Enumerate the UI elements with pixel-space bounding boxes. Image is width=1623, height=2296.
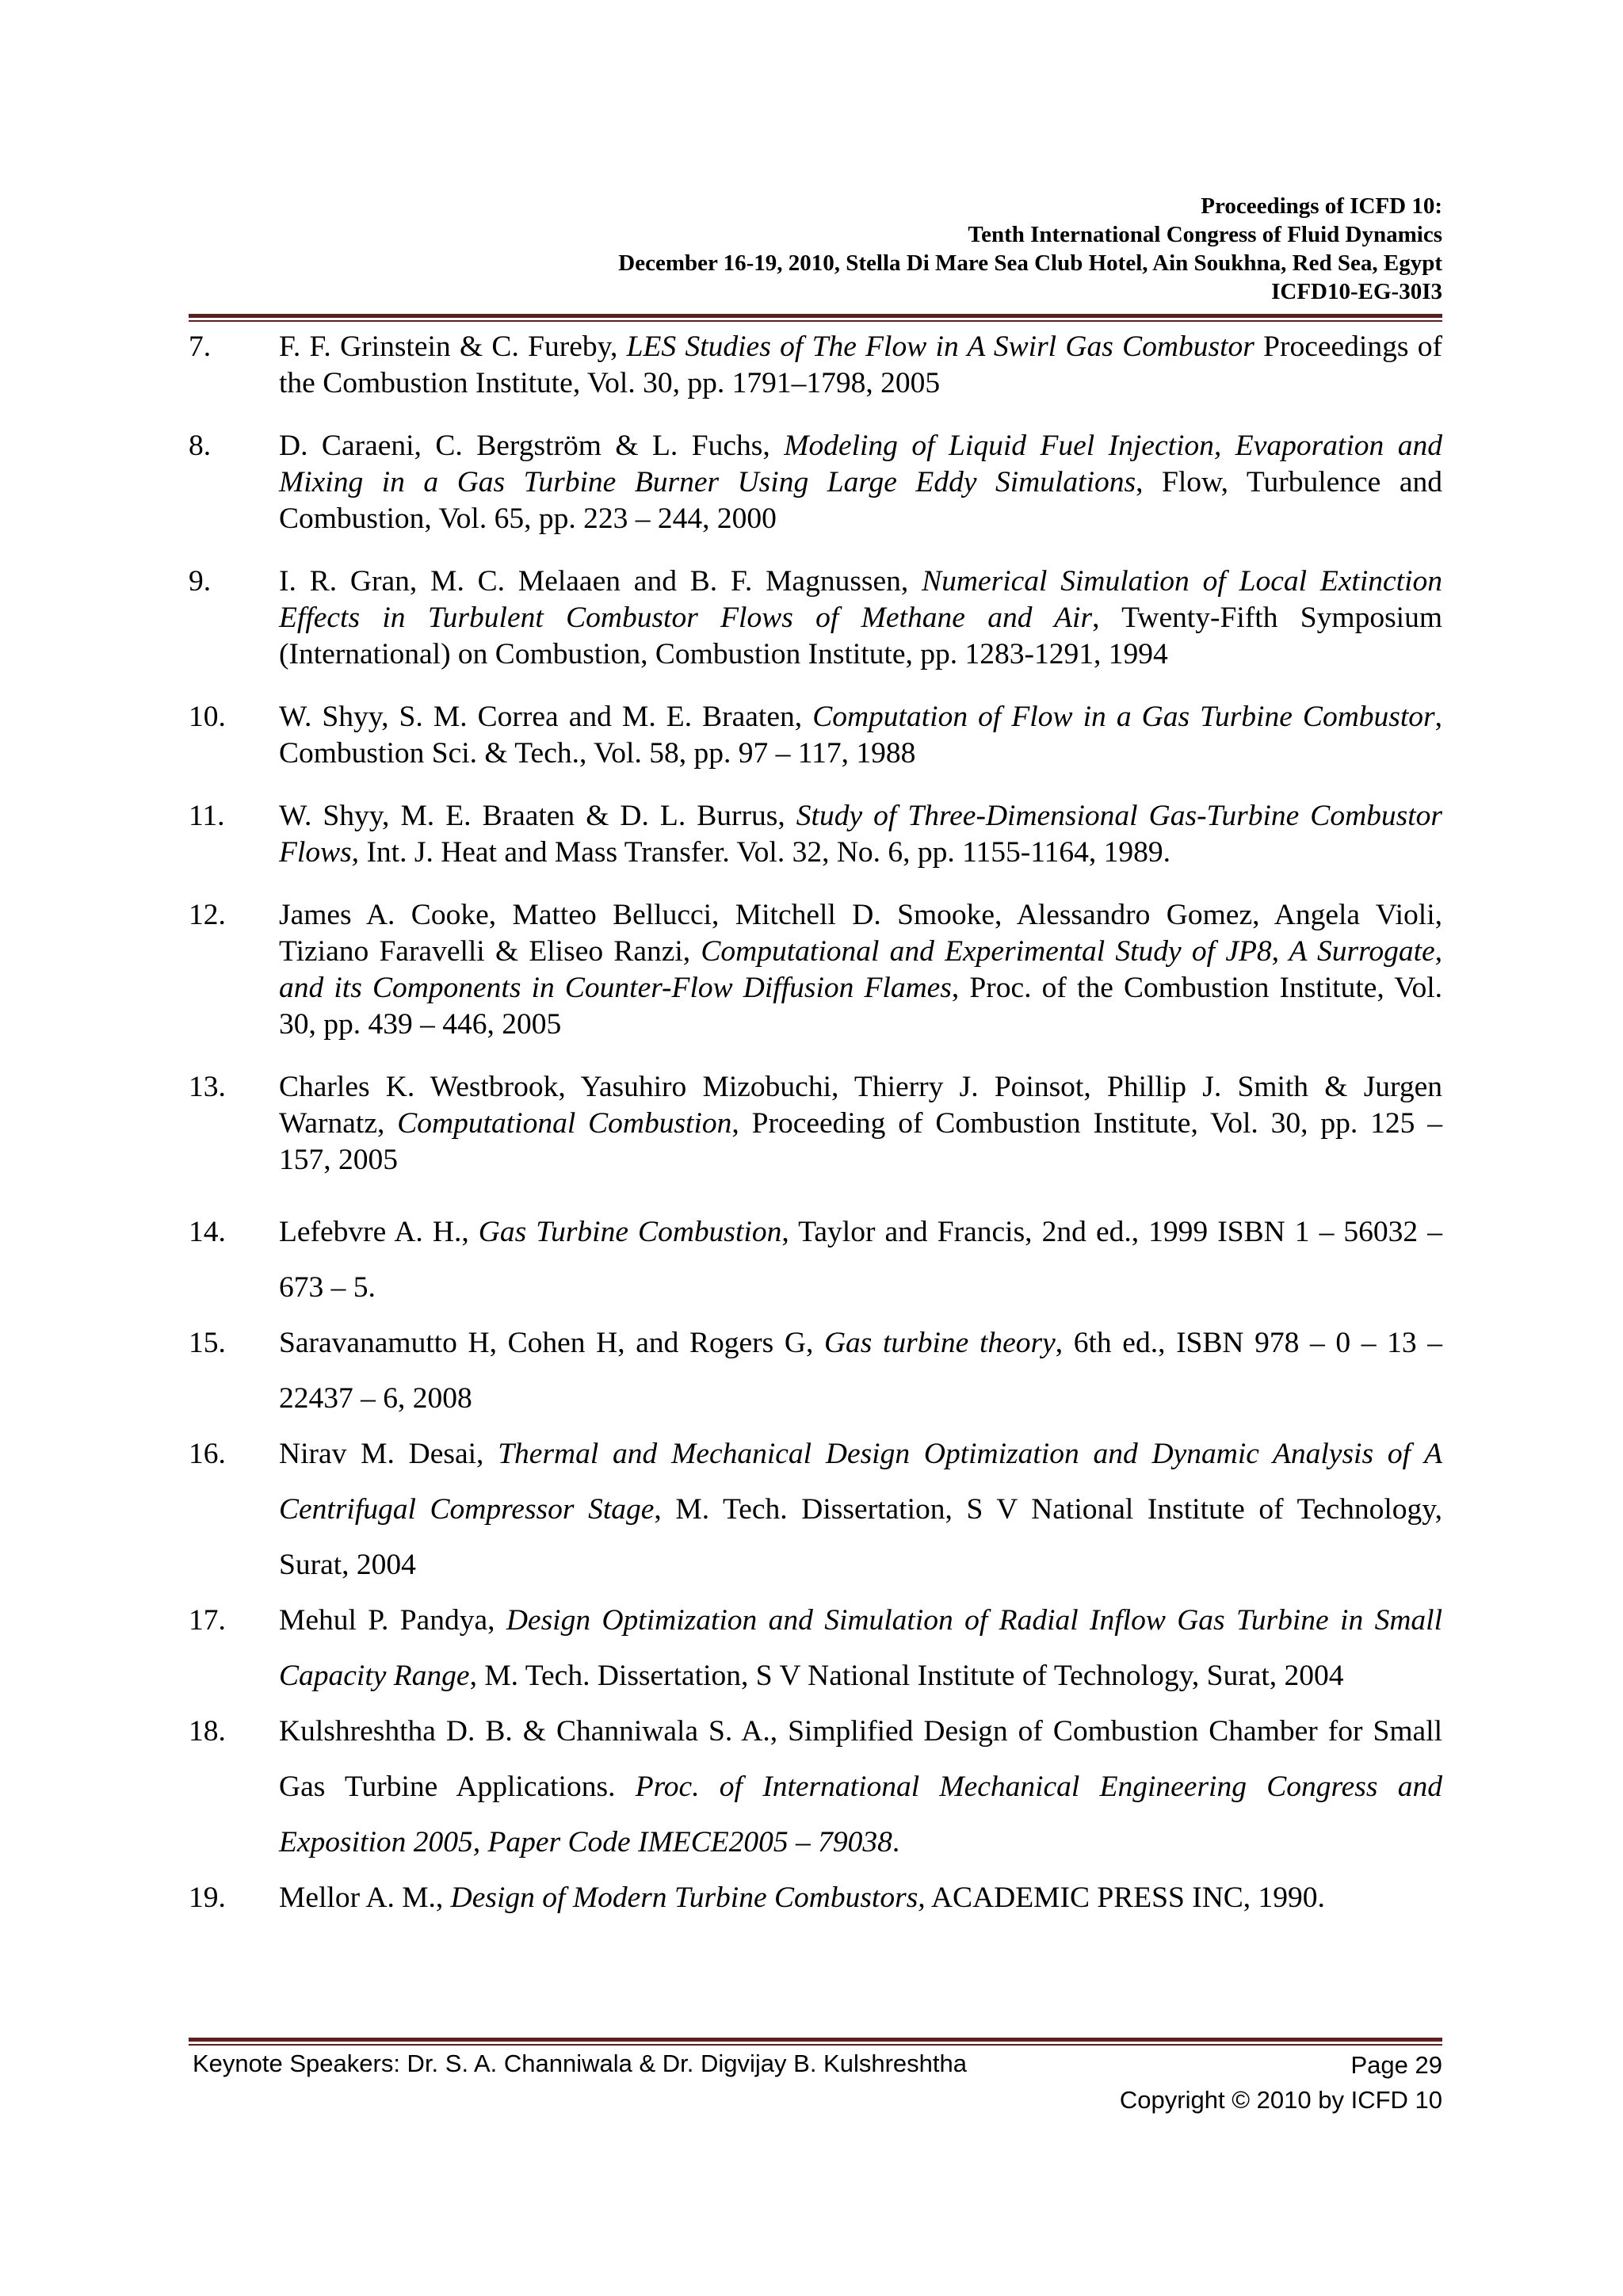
- reference-number: 8.: [189, 430, 212, 462]
- reference-number: 14.: [189, 1216, 226, 1248]
- reference-title: Proc. of International Mechanical Engineering Congress and Exposition 2005, Paper Code IMECE2005 – 79038: [279, 1771, 1442, 1859]
- footer-speakers: Keynote Speakers: Dr. S. A. Channiwala & Dr. Digvijay B. Kulshreshtha: [193, 2050, 967, 2077]
- reference-item: 19. Mellor A. M., Design of Modern Turbine Combustors, ACADEMIC PRESS INC, 1990.: [189, 1870, 1442, 1926]
- reference-title: Thermal and Mechanical Design Optimization and Dynamic Analysis of A Centrifugal Compressor Stage: [279, 1438, 1443, 1526]
- reference-number: 10.: [189, 701, 226, 733]
- reference-title: Gas turbine theory: [823, 1327, 1056, 1359]
- reference-title: Computation of Flow in a Gas Turbine Combustor: [812, 701, 1435, 733]
- reference-title: Design of Modern Turbine Combustors,: [450, 1881, 926, 1914]
- copyright-notice: Copyright © 2010 by ICFD 10: [1119, 2086, 1442, 2114]
- header-congress: Tenth International Congress of Fluid Dynamics: [968, 222, 1442, 247]
- reference-item: 9. I. R. Gran, M. C. Melaaen and B. F. Magnussen, Numerical Simulation of Local Extinction Effects in Turbulent Combustor Flows of Methane and Air, Twenty-Fifth Symposium (International) on Combustion, Combustion Institute, pp. 1283-1291, 1994: [189, 565, 1443, 670]
- header-rule-thin: [189, 320, 1442, 322]
- reference-item: 16. Nirav M. Desai, Thermal and Mechanical Design Optimization and Dynamic Analysis of A Centrifugal Compressor Stage, M. Tech. Dissertation, S V National Institute of Technology, Surat, 2004: [189, 1427, 1442, 1593]
- reference-number: 15.: [189, 1327, 226, 1359]
- reference-number: 11.: [189, 800, 225, 832]
- reference-item: 18. Kulshreshtha D. B. & Channiwala S. A., Simplified Design of Combustion Chamber for Small Gas Turbine Applications. Proc. of International Mechanical Engineering Congress and Exposition 2005, Paper Code IMECE2005 – 79038.: [189, 1704, 1442, 1870]
- reference-number: 7.: [189, 330, 212, 363]
- footer-page-info: [1120, 2048, 1442, 2118]
- reference-number: 12.: [189, 899, 226, 931]
- reference-number: 13.: [189, 1071, 226, 1103]
- reference-title: Numerical Simulation of Local Extinction Effects in Turbulent Combustor Flows of Methane and Air: [279, 565, 1442, 634]
- footer-rule-thin: [189, 2044, 1442, 2046]
- header-venue: December 16-19, 2010, Stella Di Mare Sea Club Hotel, Ain Soukhna, Red Sea, Egypt: [618, 250, 1442, 276]
- reference-title: Design Optimization and Simulation of Radial Inflow Gas Turbine in Small Capacity Range: [279, 1604, 1442, 1692]
- reference-item: 17. Mehul P. Pandya, Design Optimization and Simulation of Radial Inflow Gas Turbine in Small Capacity Range, M. Tech. Dissertation, S V National Institute of Technology, Surat, 2004: [189, 1593, 1442, 1704]
- reference-title: Study of Three-Dimensional Gas-Turbine Combustor Flows,: [279, 800, 1443, 869]
- reference-title: Computational and Experimental Study of JP8, A Surrogate, and its Components in Counter-Flow Diffusion Flames: [279, 935, 1443, 1004]
- reference-item: 8. D. Caraeni, C. Bergström & L. Fuchs, Modeling of Liquid Fuel Injection, Evaporation and Mixing in a Gas Turbine Burner Using Large Eddy Simulations, Flow, Turbulence and Combustion, Vol. 65, pp. 223 – 244, 2000: [189, 430, 1442, 535]
- reference-item: 12. James A. Cooke, Matteo Bellucci, Mitchell D. Smooke, Alessandro Gomez, Angela Violi, Tiziano Faravelli & Eliseo Ranzi, Computational and Experimental Study of JP8, A Surrogate, and its Components in Counter-Flow Diffusion Flames, Proc. of the Combustion Institute, Vol. 30, pp. 439 – 446, 2005: [189, 899, 1443, 1041]
- header-proceedings: Proceedings of ICFD 10:: [1201, 193, 1442, 219]
- reference-item: 14. Lefebvre A. H., Gas Turbine Combustion, Taylor and Francis, 2nd ed., 1999 ISBN 1 – 56032 – 673 – 5.: [189, 1205, 1442, 1316]
- reference-number: 18.: [189, 1715, 226, 1748]
- reference-title: Gas Turbine Combustion: [478, 1216, 782, 1248]
- page-number: Page 29: [1350, 2051, 1442, 2079]
- reference-number: 17.: [189, 1604, 226, 1637]
- reference-title: LES Studies of The Flow in A Swirl Gas Combustor: [626, 330, 1254, 363]
- reference-number: 16.: [189, 1438, 226, 1470]
- header-paper-code: ICFD10-EG-30I3: [1271, 279, 1442, 304]
- reference-list: [189, 329, 1442, 1926]
- reference-item: 11. W. Shyy, M. E. Braaten & D. L. Burrus, Study of Three-Dimensional Gas-Turbine Combustor Flows, Int. J. Heat and Mass Transfer. Vol. 32, No. 6, pp. 1155-1164, 1989.: [189, 800, 1443, 869]
- reference-number: 9.: [189, 565, 212, 598]
- reference-title: Computational Combustion: [397, 1107, 732, 1140]
- reference-item: 7. F. F. Grinstein & C. Fureby, LES Studies of The Flow in A Swirl Gas Combustor Proceedings of the Combustion Institute, Vol. 30, pp. 1791–1798, 2005: [189, 330, 1442, 399]
- reference-item: 10. W. Shyy, S. M. Correa and M. E. Braaten, Computation of Flow in a Gas Turbine Combustor, Combustion Sci. & Tech., Vol. 58, pp. 97 – 117, 1988: [189, 701, 1443, 770]
- header-rule-thick: [189, 314, 1442, 318]
- reference-number: 19.: [189, 1881, 226, 1914]
- footer-rule-thick: [189, 2038, 1442, 2042]
- reference-title: Modeling of Liquid Fuel Injection, Evaporation and Mixing in a Gas Turbine Burner Using Large Eddy Simulations: [279, 430, 1442, 499]
- reference-item: 13. Charles K. Westbrook, Yasuhiro Mizobuchi, Thierry J. Poinsot, Phillip J. Smith & Jurgen Warnatz, Computational Combustion, Proceeding of Combustion Institute, Vol. 30, pp. 125 – 157, 2005: [189, 1071, 1443, 1176]
- reference-item: 15. Saravanamutto H, Cohen H, and Rogers G, Gas turbine theory, 6th ed., ISBN 978 – 0 – 13 – 22437 – 6, 2008: [189, 1316, 1442, 1427]
- running-header: [189, 192, 1442, 306]
